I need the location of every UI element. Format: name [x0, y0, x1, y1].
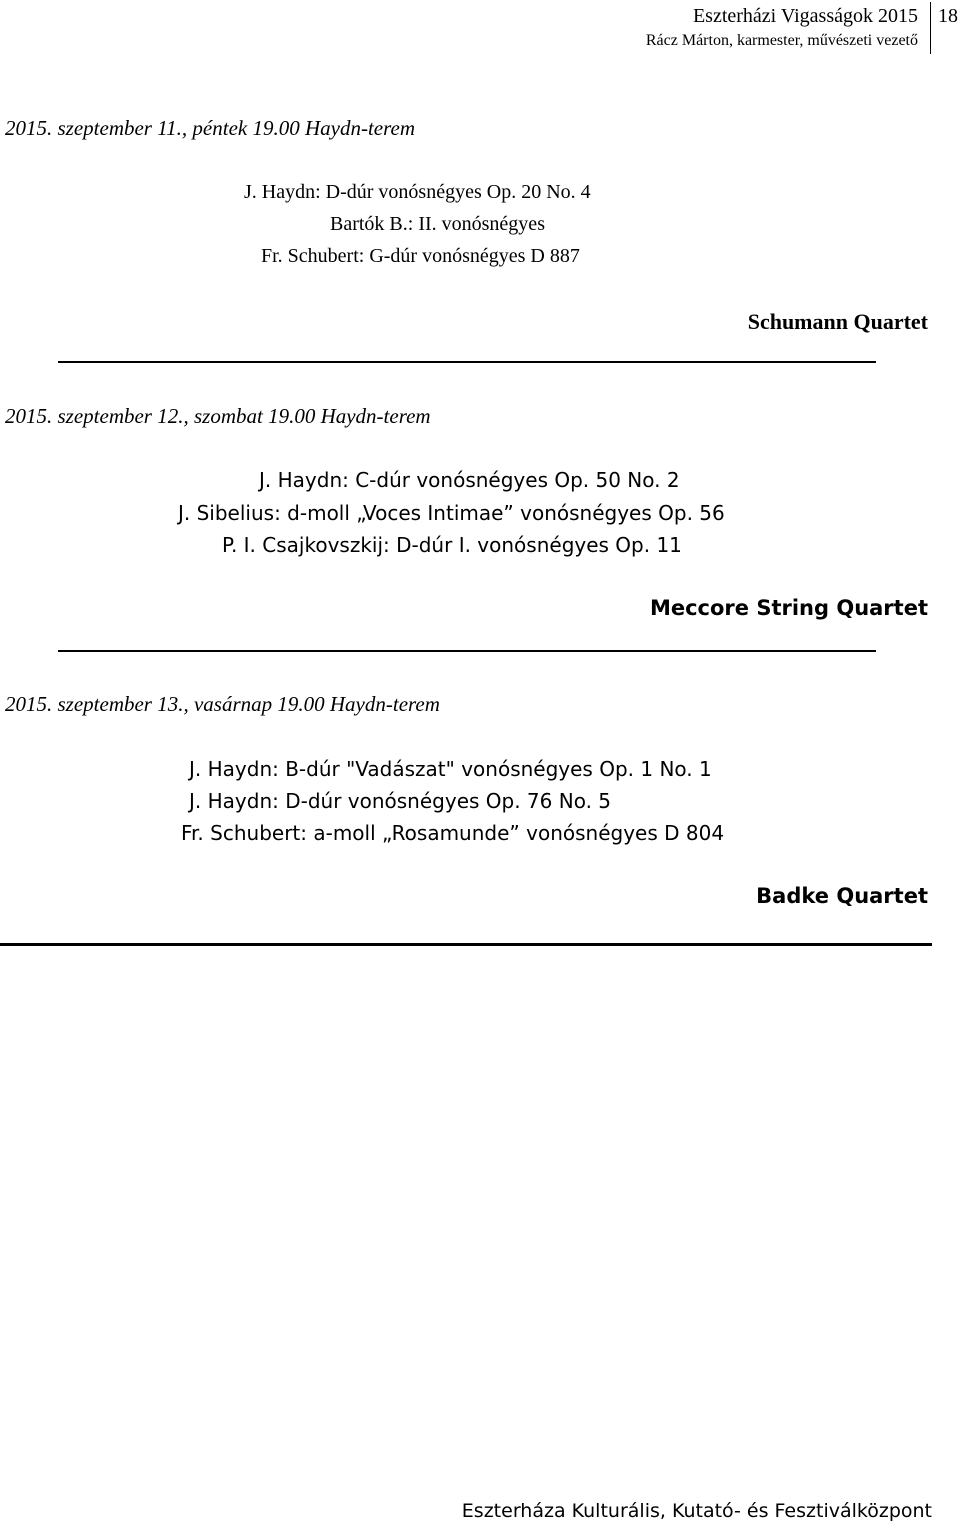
section-separator: [58, 650, 876, 652]
ensemble-name: Meccore String Quartet: [649, 596, 928, 620]
ensemble-name: Badke Quartet: [756, 884, 928, 908]
program-item: J. Haydn: D-dúr vonósnégyes Op. 20 No. 4: [244, 181, 591, 203]
program-item: Bartók B.: II. vonósnégyes: [330, 213, 545, 235]
footer-organization: Eszterháza Kulturális, Kutató- és Fesztiválközpont: [461, 1500, 932, 1522]
program-item: P. I. Csajkovszkij: D-dúr I. vonósnégyes Op. 11: [222, 533, 682, 557]
section-separator: [58, 361, 876, 363]
program-item: J. Haydn: D-dúr vonósnégyes Op. 76 No. 5: [189, 789, 612, 813]
running-header-subtitle: Rácz Márton, karmester, művészeti vezető: [645, 32, 918, 49]
section-separator: [0, 943, 932, 946]
program-item: J. Sibelius: d-moll „Voces Intimae” vonósnégyes Op. 56: [178, 501, 725, 525]
concert-date-line: 2015. szeptember 13., vasárnap 19.00 Haydn-terem: [5, 692, 440, 716]
page-number: 18: [938, 5, 958, 27]
concert-date-line: 2015. szeptember 12., szombat 19.00 Haydn-terem: [5, 404, 431, 428]
running-header-title: Eszterházi Vigasságok 2015: [692, 5, 918, 27]
program-item: Fr. Schubert: G-dúr vonósnégyes D 887: [261, 245, 580, 267]
program-item: Fr. Schubert: a-moll „Rosamunde” vonósnégyes D 804: [181, 821, 725, 845]
program-item: J. Haydn: B-dúr "Vadászat" vonósnégyes Op. 1 No. 1: [189, 757, 712, 781]
concert-date-line: 2015. szeptember 11., péntek 19.00 Haydn-terem: [5, 116, 415, 140]
header-divider: [930, 2, 931, 54]
program-item: J. Haydn: C-dúr vonósnégyes Op. 50 No. 2: [259, 468, 680, 492]
ensemble-name: Schumann Quartet: [747, 309, 928, 334]
